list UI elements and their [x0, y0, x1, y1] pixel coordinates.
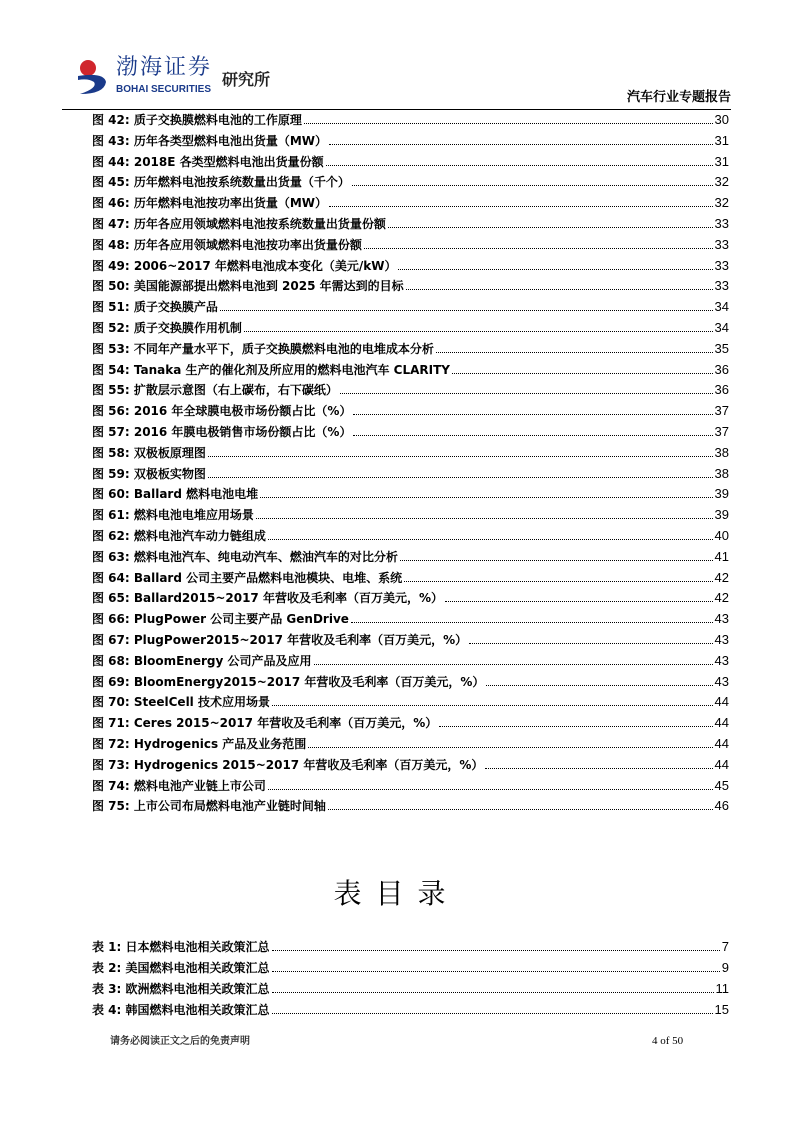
- entry-label: 图 43: 历年各类型燃料电池出货量（MW）: [92, 133, 328, 148]
- entry-label: 图 65: Ballard2015~2017 年营收及毛利率（百万美元，%）: [92, 591, 443, 606]
- entry-label: 图 74: 燃料电池产业链上市公司: [92, 778, 266, 793]
- figure-entry[interactable]: [92, 672, 729, 690]
- leader-dots: [314, 664, 713, 665]
- entry-page: 40: [714, 528, 729, 543]
- leader-dots: [220, 310, 713, 311]
- entry-label: 表 4: 韩国燃料电池相关政策汇总: [92, 1003, 270, 1017]
- figure-entry[interactable]: [92, 276, 729, 294]
- figure-entry[interactable]: [92, 713, 729, 731]
- entry-page: 31: [714, 153, 729, 169]
- entry-label: 图 61: 燃料电池电堆应用场景: [92, 508, 254, 523]
- figure-entry[interactable]: [92, 256, 729, 274]
- entry-page: 36: [714, 382, 729, 398]
- figure-entry[interactable]: [92, 609, 729, 627]
- brand-name-cn: 渤海证券: [116, 55, 213, 80]
- entry-page: 38: [714, 465, 729, 481]
- leader-dots: [485, 768, 712, 769]
- entry-page: 31: [714, 132, 729, 148]
- entry-page: 38: [714, 444, 729, 460]
- leader-dots: [353, 435, 712, 436]
- leader-dots: [256, 518, 713, 519]
- figure-entry[interactable]: [92, 297, 729, 315]
- entry-page: 7: [721, 939, 729, 954]
- entry-page: 32: [714, 195, 729, 211]
- entry-label: 图 66: PlugPower 公司主要产品 GenDrive: [92, 612, 349, 627]
- brand-name-en: BOHAI SECURITIES: [116, 84, 212, 95]
- leader-dots: [439, 726, 712, 727]
- entry-page: 15: [714, 1002, 729, 1017]
- figure-entry[interactable]: [92, 152, 729, 170]
- figure-entry[interactable]: [92, 484, 729, 502]
- entry-label: 图 53: 不同年产量水平下，质子交换膜燃料电池的电堆成本分析: [92, 341, 434, 356]
- bohai-logo-icon: [74, 58, 110, 96]
- figure-entry[interactable]: [92, 172, 729, 190]
- entry-label: 图 72: Hydrogenics 产品及业务范围: [92, 737, 307, 751]
- table-entry[interactable]: [92, 958, 729, 976]
- figure-entry[interactable]: [92, 214, 729, 232]
- leader-dots: [436, 352, 713, 353]
- leader-dots: [260, 497, 712, 498]
- table-entry[interactable]: [92, 1000, 729, 1018]
- figure-entry[interactable]: [92, 339, 729, 357]
- figure-entry[interactable]: [92, 110, 729, 128]
- leader-dots: [353, 414, 712, 415]
- leader-dots: [272, 950, 720, 951]
- entry-label: 图 42: 质子交换膜燃料电池的工作原理: [92, 113, 302, 127]
- entry-label: 图 52: 质子交换膜作用机制: [92, 321, 242, 335]
- table-entry[interactable]: [92, 937, 729, 955]
- figure-entry[interactable]: [92, 318, 729, 336]
- entry-page: 45: [714, 777, 729, 793]
- entry-label: 图 71: Ceres 2015~2017 年营收及毛利率（百万美元，%）: [92, 716, 438, 731]
- entry-page: 34: [714, 320, 729, 335]
- entry-page: 44: [714, 736, 729, 751]
- entry-page: 43: [714, 611, 729, 627]
- leader-dots: [244, 331, 713, 332]
- entry-page: 34: [714, 299, 729, 315]
- entry-label: 图 69: BloomEnergy2015~2017 年营收及毛利率（百万美元，%）: [92, 674, 485, 689]
- leader-dots: [351, 622, 713, 623]
- entry-page: 43: [714, 652, 729, 668]
- leader-dots: [272, 705, 713, 706]
- leader-dots: [272, 1013, 713, 1014]
- figure-entry[interactable]: [92, 568, 729, 586]
- figure-entry[interactable]: [92, 131, 729, 149]
- leader-dots: [340, 393, 713, 394]
- entry-label: 图 55: 扩散层示意图（右上碳布，右下碳纸）: [92, 383, 338, 398]
- entry-page: 32: [714, 174, 729, 190]
- table-of-tables-title: 表目录: [333, 877, 460, 910]
- footer-disclaimer: 请务必阅读正文之后的免责声明: [110, 1036, 250, 1047]
- institute-label: 研究所: [222, 70, 271, 89]
- entry-label: 表 1: 日本燃料电池相关政策汇总: [92, 940, 270, 954]
- leader-dots: [406, 289, 713, 290]
- leader-dots: [445, 601, 713, 602]
- entry-label: 图 75: 上市公司布局燃料电池产业链时间轴: [92, 799, 326, 814]
- leader-dots: [272, 971, 720, 972]
- entry-label: 图 59: 双极板实物图: [92, 466, 206, 481]
- entry-label: 图 46: 历年燃料电池按功率出货量（MW）: [92, 196, 328, 211]
- figure-entry[interactable]: [92, 776, 729, 794]
- entry-label: 图 73: Hydrogenics 2015~2017 年营收及毛利率（百万美元，%）: [92, 757, 484, 772]
- entry-page: 39: [714, 486, 729, 502]
- entry-page: 36: [714, 361, 729, 377]
- entry-page: 33: [714, 236, 729, 252]
- leader-dots: [364, 248, 713, 249]
- table-entry[interactable]: [92, 979, 729, 997]
- figure-entry[interactable]: [92, 588, 729, 606]
- entry-page: 33: [714, 278, 729, 294]
- entry-page: 43: [714, 673, 729, 689]
- leader-dots: [328, 809, 713, 810]
- entry-page: 44: [714, 694, 729, 710]
- entry-page: 41: [714, 548, 729, 564]
- entry-page: 11: [715, 981, 729, 996]
- entry-page: 33: [714, 216, 729, 231]
- entry-label: 图 70: SteelCell 技术应用场景: [92, 695, 270, 710]
- leader-dots: [329, 206, 712, 207]
- entry-label: 图 62: 燃料电池汽车动力链组成: [92, 529, 266, 543]
- leader-dots: [352, 185, 713, 186]
- entry-page: 33: [714, 257, 729, 273]
- leader-dots: [404, 581, 712, 582]
- figure-entry[interactable]: [92, 464, 729, 482]
- entry-label: 表 3: 欧洲燃料电池相关政策汇总: [92, 982, 270, 996]
- figure-entry[interactable]: [92, 526, 729, 544]
- figure-entry[interactable]: [92, 443, 729, 461]
- figure-entry[interactable]: [92, 401, 729, 419]
- entry-label: 图 51: 质子交换膜产品: [92, 300, 218, 315]
- entry-label: 图 45: 历年燃料电池按系统数量出货量（千个）: [92, 175, 350, 190]
- entry-label: 图 67: PlugPower2015~2017 年营收及毛利率（百万美元，%）: [92, 633, 468, 647]
- entry-label: 图 47: 历年各应用领域燃料电池按系统数量出货量份额: [92, 217, 386, 231]
- entry-label: 图 68: BloomEnergy 公司产品及应用: [92, 653, 312, 668]
- entry-label: 图 60: Ballard 燃料电池电堆: [92, 487, 259, 502]
- entry-page: 9: [721, 960, 729, 975]
- entry-label: 图 63: 燃料电池汽车、纯电动汽车、燃油汽车的对比分析: [92, 549, 398, 564]
- entry-page: 42: [714, 590, 729, 606]
- figure-entry[interactable]: [92, 630, 729, 648]
- figure-entry[interactable]: [92, 796, 729, 814]
- figure-entry[interactable]: [92, 380, 729, 398]
- figure-entry[interactable]: [92, 360, 729, 378]
- leader-dots: [469, 643, 712, 644]
- leader-dots: [486, 685, 712, 686]
- footer-page-number: 4 of 50: [652, 1035, 684, 1047]
- leader-dots: [400, 560, 713, 561]
- entry-label: 表 2: 美国燃料电池相关政策汇总: [92, 961, 270, 975]
- entry-label: 图 44: 2018E 各类型燃料电池出货量份额: [92, 154, 324, 169]
- entry-label: 图 50: 美国能源部提出燃料电池到 2025 年需达到的目标: [92, 279, 404, 294]
- leader-dots: [208, 456, 713, 457]
- entry-page: 46: [714, 798, 729, 814]
- entry-label: 图 48: 历年各应用领域燃料电池按功率出货量份额: [92, 237, 362, 252]
- entry-page: 43: [714, 632, 729, 647]
- figure-entry[interactable]: [92, 692, 729, 710]
- leader-dots: [326, 165, 713, 166]
- entry-page: 44: [714, 756, 729, 772]
- entry-label: 图 58: 双极板原理图: [92, 445, 206, 460]
- figure-entry[interactable]: [92, 193, 729, 211]
- figure-entry[interactable]: [92, 235, 729, 253]
- figure-entry[interactable]: [92, 505, 729, 523]
- figure-entry[interactable]: [92, 734, 729, 752]
- entry-page: 37: [714, 403, 729, 419]
- entry-label: 图 57: 2016 年膜电极销售市场份额占比（%）: [92, 425, 352, 439]
- leader-dots: [304, 123, 713, 124]
- entry-label: 图 64: Ballard 公司主要产品燃料电池模块、电堆、系统: [92, 570, 403, 585]
- entry-page: 44: [714, 715, 729, 731]
- leader-dots: [452, 373, 713, 374]
- entry-page: 39: [714, 507, 729, 523]
- entry-page: 37: [714, 424, 729, 439]
- leader-dots: [208, 477, 713, 478]
- leader-dots: [272, 992, 714, 993]
- entry-label: 图 49: 2006~2017 年燃料电池成本变化（美元/kW）: [92, 258, 397, 273]
- figure-entry[interactable]: [92, 547, 729, 565]
- leader-dots: [329, 144, 712, 145]
- figure-entry[interactable]: [92, 755, 729, 773]
- entry-label: 图 56: 2016 年全球膜电极市场份额占比（%）: [92, 404, 352, 419]
- leader-dots: [268, 789, 713, 790]
- leader-dots: [398, 269, 712, 270]
- entry-page: 35: [714, 340, 729, 356]
- figure-entry[interactable]: [92, 422, 729, 440]
- leader-dots: [268, 539, 713, 540]
- entry-page: 42: [714, 569, 729, 585]
- entry-label: 图 54: Tanaka 生产的催化剂及所应用的燃料电池汽车 CLARITY: [92, 362, 450, 377]
- leader-dots: [308, 747, 712, 748]
- leader-dots: [388, 227, 713, 228]
- figure-entry[interactable]: [92, 651, 729, 669]
- entry-page: 30: [714, 112, 729, 127]
- report-type: 汽车行业专题报告: [626, 90, 731, 105]
